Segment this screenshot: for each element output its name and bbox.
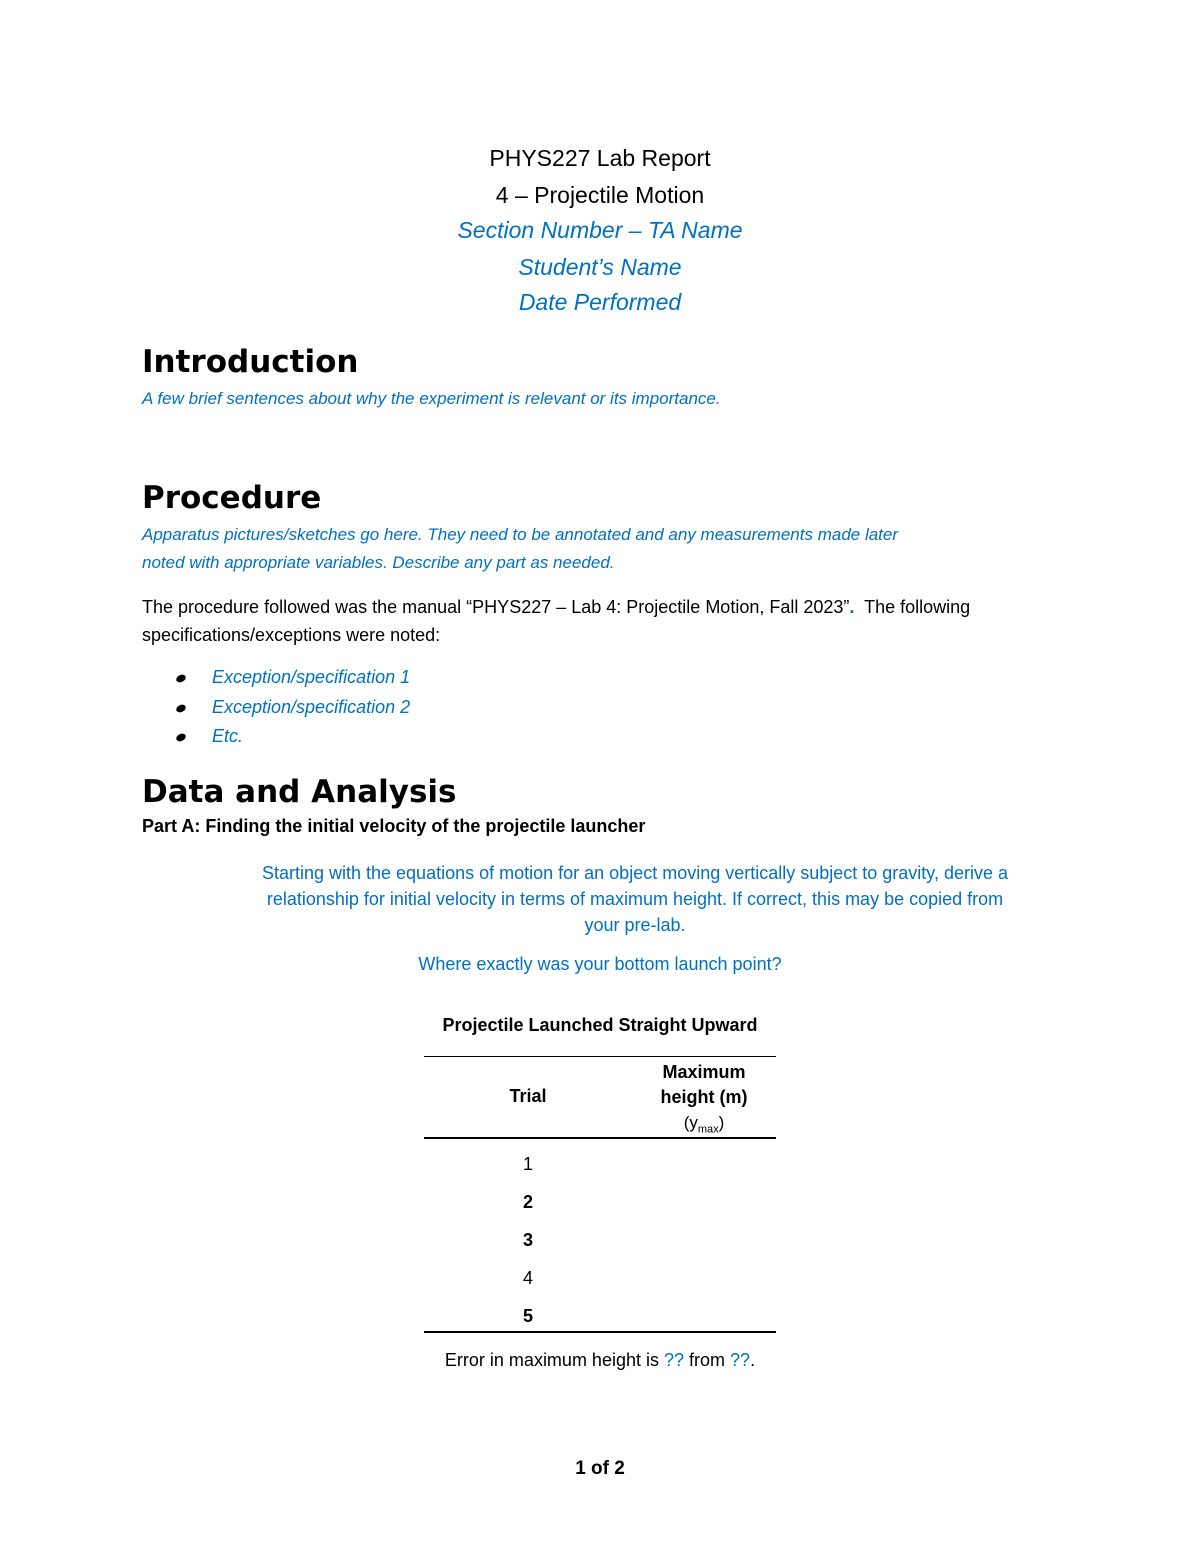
- bullet-text: Exception/specification 1: [212, 667, 411, 687]
- list-item: [176, 726, 243, 747]
- procedure-body-line1: [142, 593, 970, 621]
- procedure-note-line1: Apparatus pictures/sketches go here. They need to be annotated and any measurements made later: [142, 525, 899, 544]
- procedure-highlight-dot: .: [849, 597, 855, 617]
- procedure-body-line2: specifications/exceptions were noted:: [142, 625, 441, 645]
- symbol-subscript: max: [697, 1123, 719, 1136]
- data-analysis-heading: Data and Analysis: [142, 774, 457, 810]
- report-title: PHYS227 Lab Report: [489, 145, 711, 171]
- table-header-rule: [424, 1137, 776, 1139]
- derive-line-1: Starting with the equations of motion for an object moving vertically subject to gravity, derive a: [261, 863, 1009, 883]
- table-row: 4: [522, 1268, 533, 1288]
- procedure-note-line2: noted with appropriate variables. Describe any part as needed.: [142, 553, 615, 572]
- col-header-max-height: [632, 1060, 776, 1142]
- part-a-title: Finding the initial velocity of the projectile launcher: [205, 816, 646, 836]
- col-header-line2: height (m): [660, 1087, 748, 1107]
- error-prefix: Error in maximum height is: [444, 1350, 664, 1370]
- error-mid: from: [684, 1350, 731, 1370]
- table-bottom-rule: [424, 1331, 776, 1333]
- part-a-heading: [142, 816, 645, 837]
- symbol-y: (y: [683, 1113, 698, 1132]
- derive-line-3: your pre-lab.: [584, 915, 686, 935]
- introduction-note: A few brief sentences about why the experiment is relevant or its importance.: [142, 389, 721, 408]
- symbol-close: ): [718, 1113, 725, 1132]
- table-top-rule: [424, 1056, 776, 1057]
- derive-line-2: relationship for initial velocity in terms of maximum height. If correct, this may be copied from: [266, 889, 1004, 909]
- lab-title: 4 – Projectile Motion: [495, 182, 705, 208]
- col-header-line1: Maximum: [662, 1062, 746, 1082]
- bullet-icon: [175, 732, 187, 743]
- list-item: [176, 697, 410, 718]
- table-caption: Projectile Launched Straight Upward: [442, 1015, 758, 1035]
- introduction-heading: Introduction: [142, 344, 359, 380]
- bullet-icon: [175, 703, 187, 714]
- table-row: 3: [522, 1230, 533, 1250]
- error-end: .: [750, 1350, 756, 1370]
- date-performed-placeholder: Date Performed: [518, 289, 682, 315]
- section-ta-placeholder: Section Number – TA Name: [457, 217, 743, 243]
- col-header-trial: Trial: [509, 1086, 547, 1106]
- table-row: 1: [522, 1154, 533, 1174]
- page-number: 1 of 2: [575, 1458, 625, 1479]
- table-row: 2: [522, 1192, 533, 1212]
- derive-instructions: [200, 860, 1070, 938]
- procedure-manual-reference: The procedure followed was the manual “PHYS227 – Lab 4: Projectile Motion, Fall 2023”: [142, 597, 850, 617]
- error-statement: [0, 1346, 1200, 1374]
- list-item: [176, 667, 410, 688]
- launch-point-question: Where exactly was your bottom launch point?: [418, 954, 782, 974]
- part-a-label: Part A:: [142, 816, 206, 836]
- bullet-text: Exception/specification 2: [212, 697, 411, 717]
- table-row: 5: [522, 1306, 533, 1326]
- student-name-placeholder: Student’s Name: [518, 254, 682, 280]
- procedure-heading: Procedure: [142, 480, 322, 516]
- bullet-text: Etc.: [212, 726, 244, 746]
- procedure-body-tail: The following: [854, 597, 971, 617]
- error-source-placeholder: ??: [730, 1350, 751, 1370]
- error-value-placeholder: ??: [663, 1350, 685, 1370]
- bullet-icon: [175, 673, 187, 684]
